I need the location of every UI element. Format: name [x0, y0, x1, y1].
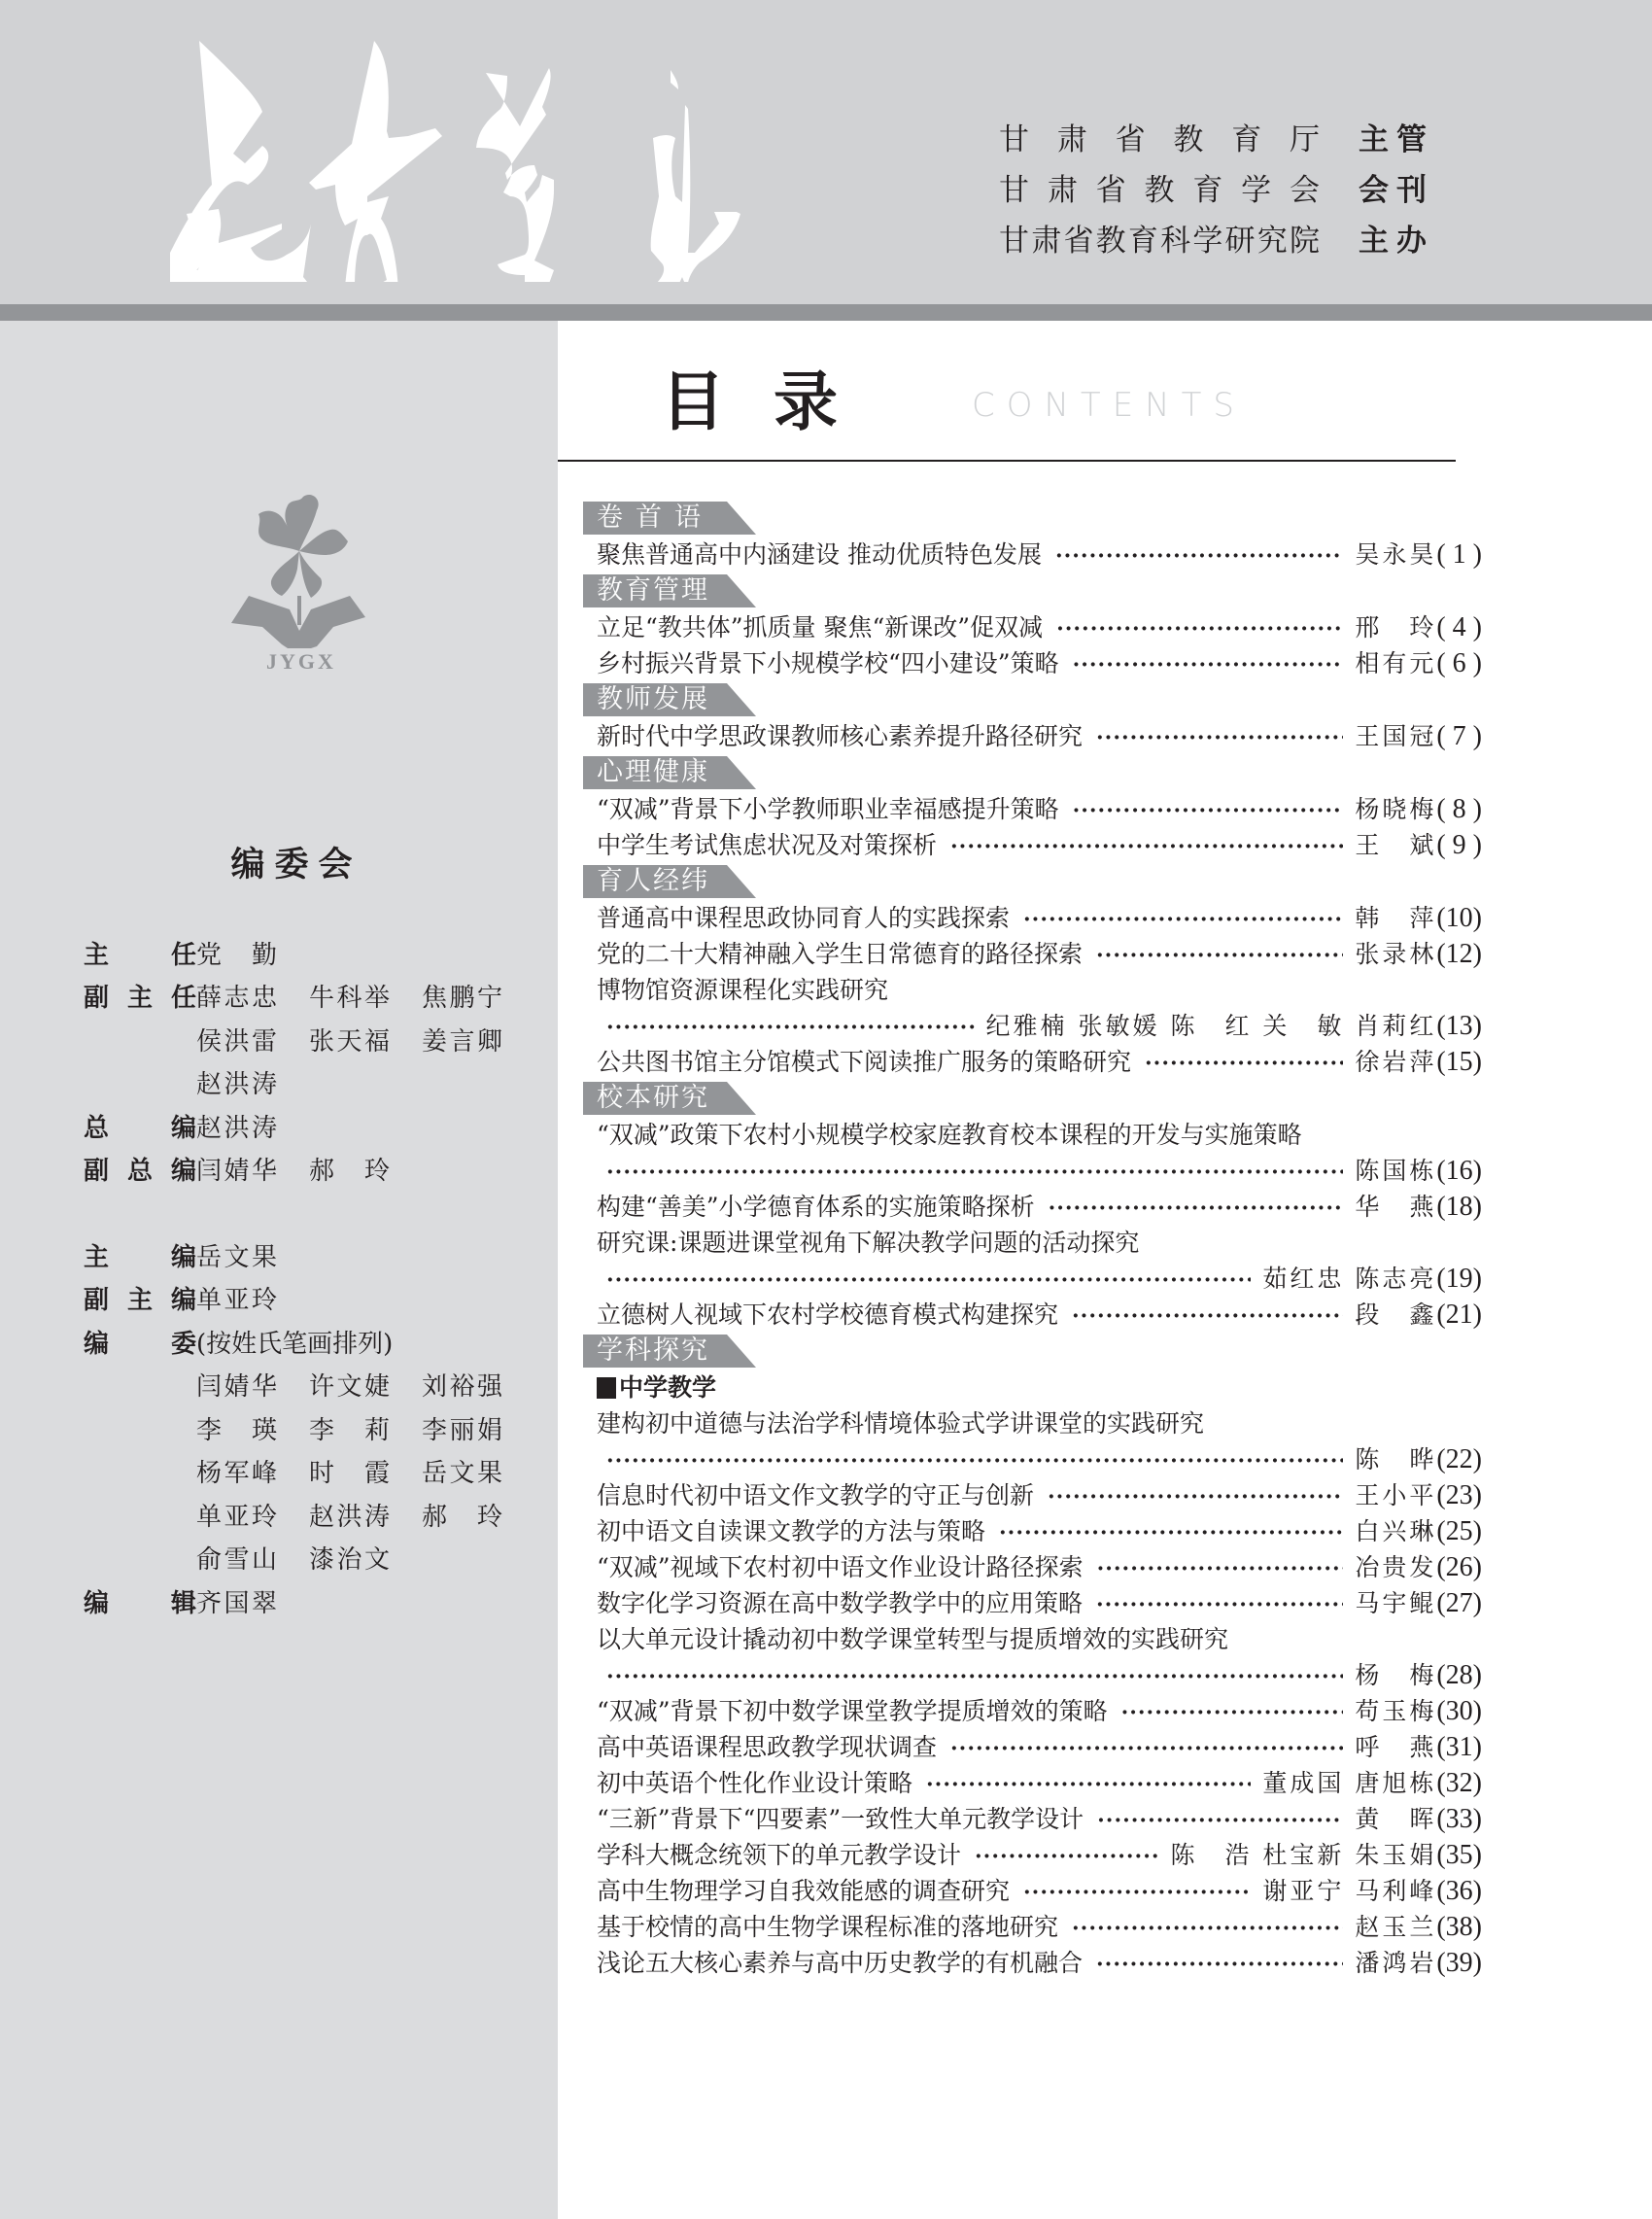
toc-entry[interactable]: [583, 1837, 1482, 1873]
board-names: [196, 1453, 534, 1489]
board-names: [196, 1540, 422, 1576]
board-member-name: 漆 治 文: [309, 1545, 390, 1576]
board-role-label: 副 主 编: [84, 1286, 196, 1316]
toc-entry[interactable]: [583, 1801, 1482, 1837]
toc-entry-page[interactable]: (35): [1436, 1840, 1482, 1870]
toc-entry-author: 茹红忠 陈志亮: [1262, 1265, 1437, 1293]
board-member-name: 李 瑛: [196, 1415, 277, 1445]
toc-entry-title[interactable]: 立足“教共体”抓质量 聚焦“新课改”促双减: [597, 613, 1044, 641]
toc-entry-title[interactable]: 聚焦普通高中内涵建设 推动优质特色发展: [597, 540, 1042, 569]
publisher-role: 主办: [1359, 224, 1434, 259]
board-row: [84, 1104, 534, 1148]
dot-leader: [1023, 1875, 1251, 1911]
toc-entry[interactable]: [583, 1044, 1482, 1080]
subsection-heading: [583, 1370, 1482, 1405]
board-row: [84, 1493, 534, 1537]
toc-entry-author: 邢 玲: [1355, 613, 1437, 641]
dot-leader: [1073, 793, 1344, 829]
board-member-name: 岳 文 果: [422, 1459, 502, 1489]
toc-entry[interactable]: [583, 936, 1482, 972]
board-names: [196, 1064, 309, 1100]
board-row: [84, 1579, 534, 1623]
dot-leader: [999, 1515, 1343, 1551]
masthead-calligraphy-title: [126, 29, 826, 282]
toc-entry-title[interactable]: 公共图书馆主分馆模式下阅读推广服务的策略研究: [597, 1048, 1132, 1076]
toc-entry-title[interactable]: 乡村振兴背景下小规模学校“四小建设”策略: [597, 649, 1059, 677]
contents-title-english: CONTENTS: [972, 386, 1246, 425]
board-row: [84, 1406, 534, 1450]
editorial-board-title: 编委会: [230, 845, 362, 884]
board-role-label: 总 编: [84, 1113, 196, 1143]
board-role-label: 副 总 编: [84, 1157, 196, 1187]
toc-entry-author: 相有元: [1355, 649, 1437, 677]
section-tag-label: 校本研究: [597, 1083, 709, 1113]
toc-entry-title[interactable]: 构建“善美”小学德育体系的实施策略探析: [597, 1193, 1035, 1221]
toc-entry-page[interactable]: (10): [1436, 903, 1482, 933]
toc-entry-title[interactable]: 浅论五大核心素养与高中历史教学的有机融合: [597, 1949, 1084, 1977]
board-member-name: 杨 军 峰: [196, 1459, 277, 1489]
toc-entry-page[interactable]: (39): [1436, 1948, 1482, 1978]
dot-leader: [606, 1443, 1343, 1479]
board-member-name: 刘 裕 强: [422, 1372, 502, 1403]
toc-entry-title[interactable]: 初中英语个性化作业设计策略: [597, 1769, 913, 1797]
toc-entry-detail-line[interactable]: [583, 1441, 1482, 1477]
toc-entry-page[interactable]: (22): [1436, 1444, 1482, 1474]
board-member-name: 单 亚 玲: [196, 1286, 277, 1316]
board-member-name: 赵 洪 涛: [196, 1070, 277, 1100]
dot-leader: [606, 1659, 1343, 1695]
board-row: [84, 975, 534, 1019]
toc-entry-title[interactable]: 以大单元设计撬动初中数学课堂转型与提质增效的实践研究: [597, 1625, 1229, 1653]
toc-entry-title[interactable]: 学科大概念统领下的单元教学设计: [597, 1841, 962, 1869]
dot-leader: [1072, 1911, 1343, 1947]
section-tag-label: 心理健康: [597, 757, 709, 787]
section-tag: [583, 502, 1482, 535]
toc-entry-title[interactable]: 建构初中道德与法治学科情境体验式学讲课堂的实践研究: [597, 1409, 1205, 1438]
publisher-org: 甘 肃 省 教 育 科 学 研 究 院: [999, 224, 1320, 259]
toc-entry-author: 呼 燕: [1355, 1733, 1437, 1761]
section-tag-label: 教育管理: [597, 575, 709, 606]
dot-leader: [1096, 1947, 1343, 1983]
toc-entry-page[interactable]: ( 7 ): [1436, 721, 1482, 751]
square-bullet-icon: [597, 1377, 616, 1399]
section-tag: [583, 574, 1482, 607]
toc-entry-page[interactable]: (38): [1436, 1912, 1482, 1942]
board-member-name: 牛 科 举: [309, 984, 390, 1014]
toc-entry-title[interactable]: “双减”政策下农村小规模学校家庭教育校本课程的开发与实施策略: [597, 1121, 1302, 1149]
board-row: [84, 1277, 534, 1321]
toc-entry[interactable]: [583, 1873, 1482, 1909]
calligraphy-logo-icon: [126, 29, 826, 282]
publisher-org: 甘 肃 省 教 育 学 会: [999, 173, 1320, 208]
section-tag: [583, 683, 1482, 716]
toc-entry[interactable]: [583, 1729, 1482, 1765]
toc-entry-page[interactable]: (21): [1436, 1300, 1482, 1330]
toc-entry-title[interactable]: 博物馆资源课程化实践研究: [597, 976, 889, 1004]
toc-entry[interactable]: [583, 537, 1482, 572]
board-role-label: 编 辑: [84, 1588, 196, 1618]
publisher-role: 主管: [1359, 122, 1434, 157]
publisher-info: [999, 115, 1436, 266]
toc-entry-page[interactable]: (15): [1436, 1047, 1482, 1077]
board-member-name: 焦 鹏 宁: [422, 984, 502, 1014]
toc-entry-title[interactable]: 党的二十大精神融入学生日常德育的路径探索: [597, 940, 1084, 968]
section-tag-label: 卷首语: [597, 503, 713, 533]
board-row: [84, 931, 534, 975]
toc-entry[interactable]: [583, 1765, 1482, 1801]
toc-entry-page[interactable]: ( 1 ): [1436, 539, 1482, 570]
board-member-name: 岳 文 果: [196, 1242, 277, 1272]
board-member-name: 张 天 福: [309, 1026, 390, 1057]
toc-entry-author: 谢亚宁 马利峰: [1262, 1877, 1437, 1905]
toc-entry-page[interactable]: (30): [1436, 1696, 1482, 1726]
board-member-name: 郝 玲: [422, 1502, 502, 1532]
toc-entry-page[interactable]: (18): [1436, 1192, 1482, 1222]
toc-entry-title[interactable]: 数字化学习资源在高中数学教学中的应用策略: [597, 1589, 1084, 1617]
toc-entry-title-line[interactable]: [583, 1621, 1482, 1657]
toc-entry-page[interactable]: (12): [1436, 939, 1482, 969]
toc-entry-detail-line[interactable]: [583, 1657, 1482, 1693]
board-names: [196, 1324, 393, 1360]
toc-entry-title-line[interactable]: [583, 972, 1482, 1008]
board-names: [196, 1237, 309, 1273]
toc-entry[interactable]: [583, 609, 1482, 645]
board-names: [196, 1410, 534, 1446]
dot-leader: [1023, 902, 1343, 938]
toc-entry[interactable]: [583, 1189, 1482, 1225]
toc-entry[interactable]: [583, 827, 1482, 863]
toc-entry-page[interactable]: ( 4 ): [1436, 612, 1482, 642]
logo-text: JYGX: [266, 649, 336, 674]
dot-leader: [1121, 1695, 1344, 1731]
toc-entry-title-line[interactable]: [583, 1117, 1482, 1153]
toc-entry-page[interactable]: (28): [1436, 1660, 1482, 1690]
dot-leader: [606, 1010, 975, 1046]
toc-entry[interactable]: [583, 900, 1482, 936]
toc-entry-title[interactable]: 立德树人视域下农村学校德育模式构建探究: [597, 1300, 1059, 1329]
toc-entry-page[interactable]: ( 8 ): [1436, 794, 1482, 824]
board-member-name: 郝 玲: [309, 1157, 390, 1187]
board-names: [196, 978, 534, 1014]
toc-entry-page[interactable]: (33): [1436, 1804, 1482, 1834]
board-role-label: 主 任: [84, 940, 196, 970]
board-member-name: 俞 雪 山: [196, 1545, 277, 1576]
toc-entry-page[interactable]: (31): [1436, 1732, 1482, 1762]
toc-entry-detail-line[interactable]: [583, 1261, 1482, 1297]
board-row: [84, 1148, 534, 1192]
board-row: [84, 1018, 534, 1061]
toc-entry-author: 黄 晖: [1355, 1805, 1437, 1833]
toc-entry-title[interactable]: 初中语文自读课文教学的方法与策略: [597, 1517, 986, 1545]
board-names: [196, 1497, 534, 1533]
toc-entry-page[interactable]: ( 6 ): [1436, 648, 1482, 678]
board-member-name: 侯 洪 雷: [196, 1026, 277, 1057]
dot-leader: [1145, 1046, 1343, 1082]
board-member-name: 赵 洪 涛: [309, 1502, 390, 1532]
toc-entry[interactable]: [583, 791, 1482, 827]
board-member-name: 闫 婧 华: [196, 1372, 277, 1403]
publisher-role: 会刊: [1359, 173, 1434, 208]
toc-entry-author: 韩 萍: [1355, 904, 1437, 932]
toc-entry-title[interactable]: 信息时代初中语文作文教学的守正与创新: [597, 1481, 1035, 1509]
publisher-row: [999, 165, 1436, 216]
toc-entry-author: 徐岩萍: [1355, 1048, 1437, 1076]
dot-leader: [950, 829, 1343, 865]
board-member-name: 齐 国 翠: [196, 1588, 277, 1618]
dot-leader: [1096, 938, 1343, 974]
board-row: [84, 1537, 534, 1580]
section-tag-label: 教师发展: [597, 684, 709, 714]
toc-entry[interactable]: [583, 1549, 1482, 1585]
toc-entry-title[interactable]: “三新”背景下“四要素”一致性大单元教学设计: [597, 1805, 1084, 1833]
section-tag: [583, 1082, 1482, 1115]
toc-entry-page[interactable]: (25): [1436, 1516, 1482, 1546]
dot-leader: [1096, 720, 1343, 756]
toc-entry-page[interactable]: (23): [1436, 1480, 1482, 1510]
toc-entry-author: 吴永昊: [1355, 540, 1437, 569]
board-names: [196, 1367, 534, 1403]
toc-entry-page[interactable]: (26): [1436, 1552, 1482, 1582]
toc-entry-title[interactable]: “双减”背景下初中数学课堂教学提质增效的策略: [597, 1697, 1108, 1725]
header-divider-stripe: [0, 304, 1652, 321]
section-tag-label: 育人经纬: [597, 866, 709, 896]
board-names: [196, 935, 309, 971]
toc-entry-author: 苟玉梅: [1355, 1697, 1437, 1725]
toc-entry-title[interactable]: “双减”背景下小学教师职业幸福感提升策略: [597, 795, 1059, 823]
toc-entry-title[interactable]: “双减”视域下农村初中语文作业设计路径探索: [597, 1553, 1084, 1581]
toc-entry-title[interactable]: 研究课:课题进课堂视角下解决教学问题的活动探究: [597, 1229, 1140, 1257]
board-names: [196, 1022, 534, 1057]
dot-leader: [1048, 1479, 1343, 1515]
board-names: [196, 1583, 309, 1619]
toc-entry-author: 张录林: [1355, 940, 1437, 968]
dot-leader: [926, 1767, 1251, 1803]
dot-leader: [606, 1155, 1343, 1191]
dot-leader: [1097, 1551, 1344, 1587]
dot-leader: [950, 1731, 1343, 1767]
toc-entry[interactable]: [583, 1693, 1482, 1729]
table-of-contents: [583, 500, 1482, 1981]
toc-entry-author: 王小平: [1355, 1481, 1437, 1509]
board-member-name: 赵 洪 涛: [196, 1113, 277, 1143]
toc-entry-author: 杨晓梅: [1355, 795, 1437, 823]
board-names: [196, 1151, 422, 1187]
board-row: [84, 1450, 534, 1494]
toc-entry[interactable]: [583, 1945, 1482, 1981]
section-tag-label: 学科探究: [597, 1335, 709, 1366]
editorial-board-list: [84, 931, 534, 1623]
dot-leader: [1097, 1803, 1343, 1839]
jygx-clover-logo-icon: [202, 481, 396, 676]
toc-entry-author: 陈国栋: [1355, 1157, 1437, 1185]
toc-entry-author: 王 斌: [1355, 831, 1437, 859]
toc-entry-title[interactable]: 新时代中学思政课教师核心素养提升路径研究: [597, 722, 1084, 750]
toc-entry-title[interactable]: 中学生考试焦虑状况及对策探析: [597, 831, 938, 859]
toc-entry-page[interactable]: (16): [1436, 1156, 1482, 1186]
board-member-name: 闫 婧 华: [196, 1157, 277, 1187]
board-member-name: 单 亚 玲: [196, 1502, 277, 1532]
board-member-name: 李 丽 娟: [422, 1415, 502, 1445]
toc-entry-author: 陈 浩 杜宝新 朱玉娟: [1170, 1841, 1437, 1869]
toc-entry[interactable]: [583, 1513, 1482, 1549]
dot-leader: [1056, 611, 1343, 647]
toc-entry-title[interactable]: 高中生物理学习自我效能感的调查研究: [597, 1877, 1011, 1905]
board-row: [84, 1233, 534, 1277]
publisher-row: [999, 216, 1436, 266]
toc-entry-author: 纪雅楠 张敏媛 陈 红 关 敏 肖莉红: [985, 1012, 1437, 1040]
toc-entry-detail-line[interactable]: [583, 1008, 1482, 1044]
toc-entry-author: 董成国 唐旭栋: [1262, 1769, 1437, 1797]
contents-title: 目录: [661, 364, 886, 439]
board-role-label: 编 委: [84, 1329, 196, 1359]
board-row: [84, 1320, 534, 1364]
board-names: [196, 1108, 309, 1144]
toc-entry-page[interactable]: ( 9 ): [1436, 830, 1482, 860]
dot-leader: [1073, 647, 1344, 683]
toc-entry[interactable]: [583, 1585, 1482, 1621]
masthead-banner: [0, 0, 1652, 304]
board-role-label: 副 主 任: [84, 984, 196, 1014]
subsection-label: 中学教学: [619, 1373, 717, 1402]
toc-entry-author: 潘鸿岩: [1355, 1949, 1437, 1977]
toc-entry-page[interactable]: (19): [1436, 1264, 1482, 1294]
contents-divider: [558, 460, 1456, 462]
toc-entry-page[interactable]: (13): [1436, 1011, 1482, 1041]
dot-leader: [1072, 1299, 1343, 1335]
toc-entry-detail-line[interactable]: [583, 1153, 1482, 1189]
toc-entry-author: 王国冠: [1355, 722, 1437, 750]
board-row: [84, 1364, 534, 1407]
board-member-name: 姜 言 卿: [422, 1026, 502, 1057]
toc-entry-author: 马宇鲲: [1355, 1589, 1437, 1617]
toc-entry-author: 白兴琳: [1355, 1517, 1437, 1545]
toc-entry-title[interactable]: 高中英语课程思政教学现状调查: [597, 1733, 938, 1761]
toc-entry[interactable]: [583, 645, 1482, 681]
toc-entry-title[interactable]: 普通高中课程思政协同育人的实践探索: [597, 904, 1011, 932]
toc-entry-author: 赵玉兰: [1355, 1913, 1437, 1941]
board-member-name: 党 勤: [196, 940, 277, 970]
board-row: [84, 1061, 534, 1105]
publisher-row: [999, 115, 1436, 165]
toc-entry[interactable]: [583, 1477, 1482, 1513]
toc-entry[interactable]: [583, 1909, 1482, 1945]
board-member-name: 许 文 婕: [309, 1372, 390, 1403]
publisher-org: 甘 肃 省 教 育 厅: [999, 122, 1320, 157]
toc-entry-page[interactable]: (36): [1436, 1876, 1482, 1906]
board-role-label: 主 编: [84, 1242, 196, 1272]
board-member-name: 时 霞: [309, 1459, 390, 1489]
toc-entry-title[interactable]: 基于校情的高中生物学课程标准的落地研究: [597, 1913, 1059, 1941]
toc-entry[interactable]: [583, 1297, 1482, 1333]
dot-leader: [1096, 1587, 1343, 1623]
toc-entry[interactable]: [583, 718, 1482, 754]
section-tag: [583, 756, 1482, 789]
toc-entry-title-line[interactable]: [583, 1405, 1482, 1441]
dot-leader: [1049, 1191, 1344, 1227]
board-member-name: 薛 志 忠: [196, 984, 277, 1014]
board-note: (按姓氏笔画排列): [196, 1329, 394, 1359]
toc-entry-author: 杨 梅: [1355, 1661, 1437, 1689]
board-spacer: [84, 1191, 534, 1233]
section-tag: [583, 1335, 1482, 1368]
section-tag: [583, 865, 1482, 898]
toc-entry-author: 华 燕: [1355, 1193, 1437, 1221]
board-member-name: 李 莉: [309, 1415, 390, 1445]
toc-entry-author: 冶贵发: [1355, 1553, 1437, 1581]
toc-entry-author: 陈 晔: [1355, 1445, 1437, 1474]
board-names: [196, 1280, 309, 1316]
toc-entry-page[interactable]: (32): [1436, 1768, 1482, 1798]
toc-entry-title-line[interactable]: [583, 1225, 1482, 1261]
dot-leader: [606, 1263, 1251, 1299]
dot-leader: [975, 1839, 1158, 1875]
toc-entry-page[interactable]: (27): [1436, 1588, 1482, 1618]
toc-entry-author: 段 鑫: [1355, 1300, 1437, 1329]
dot-leader: [1055, 538, 1343, 574]
